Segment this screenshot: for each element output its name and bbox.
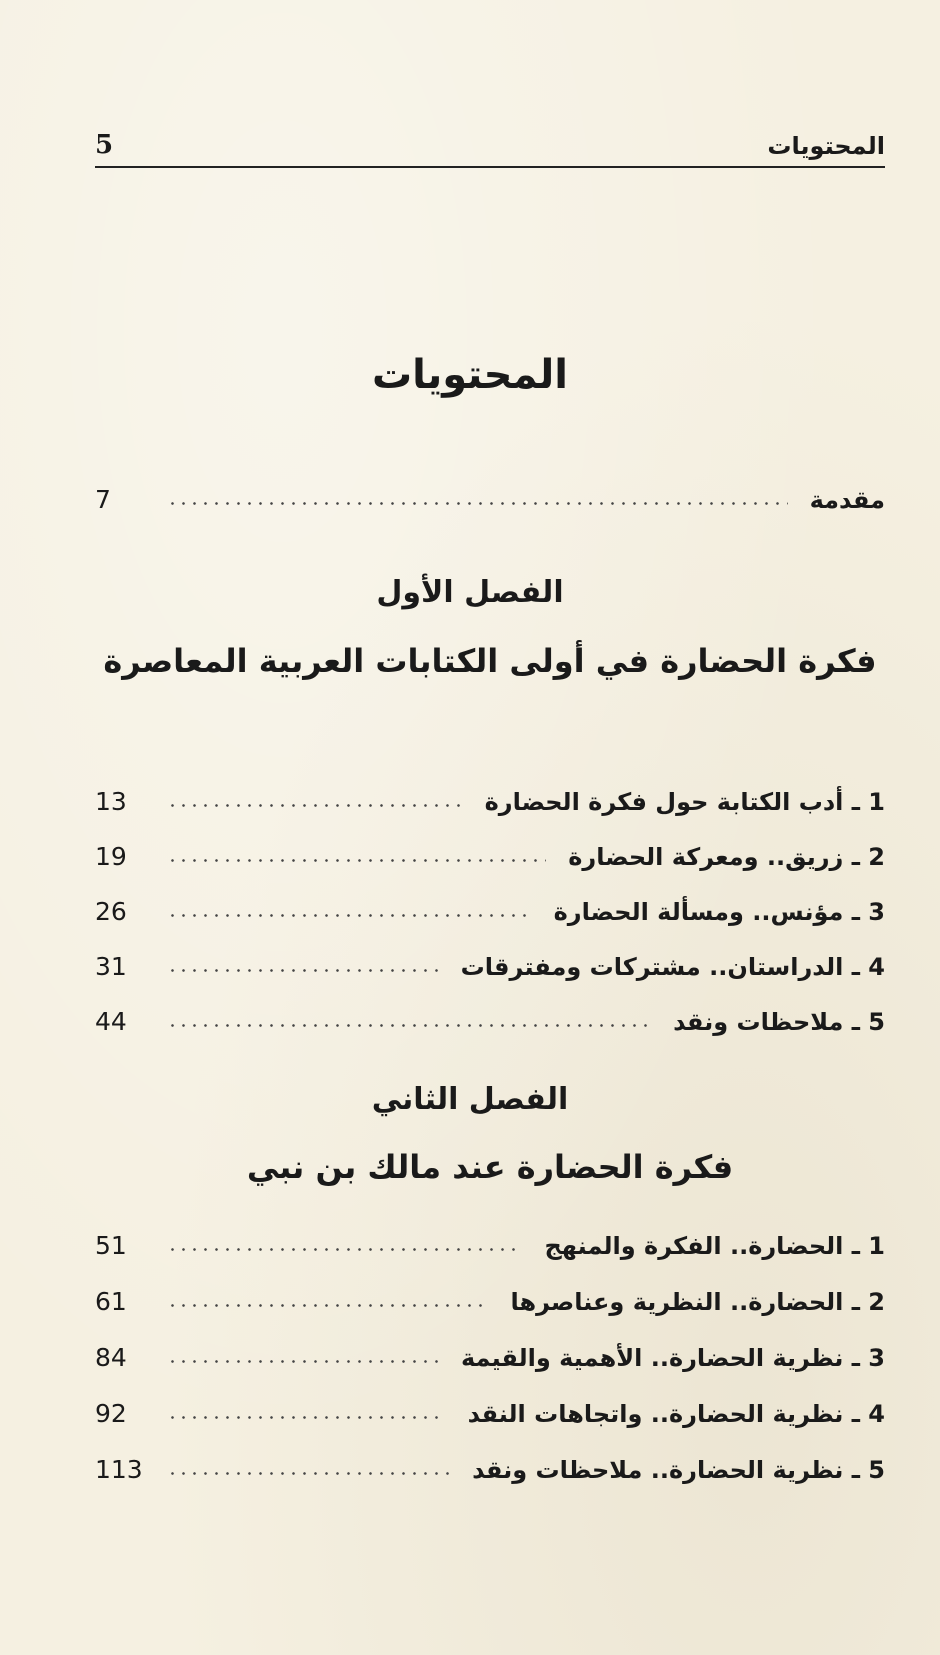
toc-entry-label: 1 ـ الحضارة.. الفكرة والمنهج — [544, 1232, 885, 1260]
toc-entry-label: 2 ـ زريق.. ومعركة الحضارة — [568, 843, 885, 871]
dot-leader — [167, 1024, 651, 1027]
toc-entry-label: 2 ـ الحضارة.. النظرية وعناصرها — [510, 1288, 885, 1316]
toc-entry-label: 4 ـ الدراستان.. مشتركات ومفترقات — [460, 953, 885, 981]
toc-entry-page: 44 — [95, 1007, 127, 1036]
toc-entry-label: 3 ـ مؤنس.. ومسألة الحضارة — [553, 898, 885, 926]
toc-entry[interactable] — [95, 996, 885, 1036]
toc-entry-page: 51 — [95, 1231, 127, 1260]
dot-leader — [167, 804, 463, 807]
toc-entry-label: 3 ـ نظرية الحضارة.. الأهمية والقيمة — [460, 1344, 885, 1372]
dot-leader — [167, 1416, 446, 1419]
toc-entry[interactable] — [95, 831, 885, 871]
toc-entry[interactable] — [95, 1332, 885, 1372]
dot-leader — [167, 1248, 523, 1251]
toc-entry[interactable] — [95, 1444, 885, 1484]
toc-entry-label: 5 ـ نظرية الحضارة.. ملاحظات ونقد — [472, 1456, 885, 1484]
toc-entry-page: 113 — [95, 1455, 143, 1484]
toc-entry[interactable] — [95, 1220, 885, 1260]
running-header-title: المحتويات — [767, 132, 885, 160]
toc-entry-page: 31 — [95, 952, 127, 981]
toc-entry-intro[interactable] — [95, 474, 885, 514]
toc-entry-page: 26 — [95, 897, 127, 926]
toc-entry-label: 5 ـ ملاحظات ونقد — [673, 1008, 885, 1036]
page-title: المحتويات — [371, 352, 568, 398]
toc-entry[interactable] — [95, 1388, 885, 1428]
toc-entry-page: 19 — [95, 842, 127, 871]
running-header — [95, 118, 885, 168]
chapter-1-title: فكرة الحضارة في أولى الكتابات العربية المعاصرة — [103, 642, 877, 680]
dot-leader — [167, 914, 532, 917]
dot-leader — [167, 1360, 439, 1363]
toc-entry-label: 1 ـ أدب الكتابة حول فكرة الحضارة — [484, 788, 885, 816]
chapter-2-title: فكرة الحضارة عند مالك بن نبي — [246, 1148, 734, 1186]
dot-leader — [167, 1304, 488, 1307]
chapter-2-heading: الفصل الثاني — [371, 1082, 569, 1117]
toc-entry[interactable] — [95, 941, 885, 981]
toc-entry[interactable] — [95, 886, 885, 926]
dot-leader — [167, 1472, 450, 1475]
toc-entry-page: 61 — [95, 1287, 127, 1316]
toc-entry-page: 84 — [95, 1343, 127, 1372]
toc-entry[interactable] — [95, 776, 885, 816]
toc-entry-page: 7 — [95, 485, 111, 514]
running-header-page-number: 5 — [95, 130, 114, 160]
chapter-1-heading: الفصل الأول — [376, 575, 564, 610]
toc-entry-page: 13 — [95, 787, 127, 816]
dot-leader — [167, 502, 788, 505]
toc-entry[interactable] — [95, 1276, 885, 1316]
toc-entry-label: 4 ـ نظرية الحضارة.. واتجاهات النقد — [467, 1400, 885, 1428]
toc-entry-page: 92 — [95, 1399, 127, 1428]
dot-leader — [167, 969, 439, 972]
toc-entry-label: مقدمة — [809, 486, 885, 514]
dot-leader — [167, 859, 546, 862]
